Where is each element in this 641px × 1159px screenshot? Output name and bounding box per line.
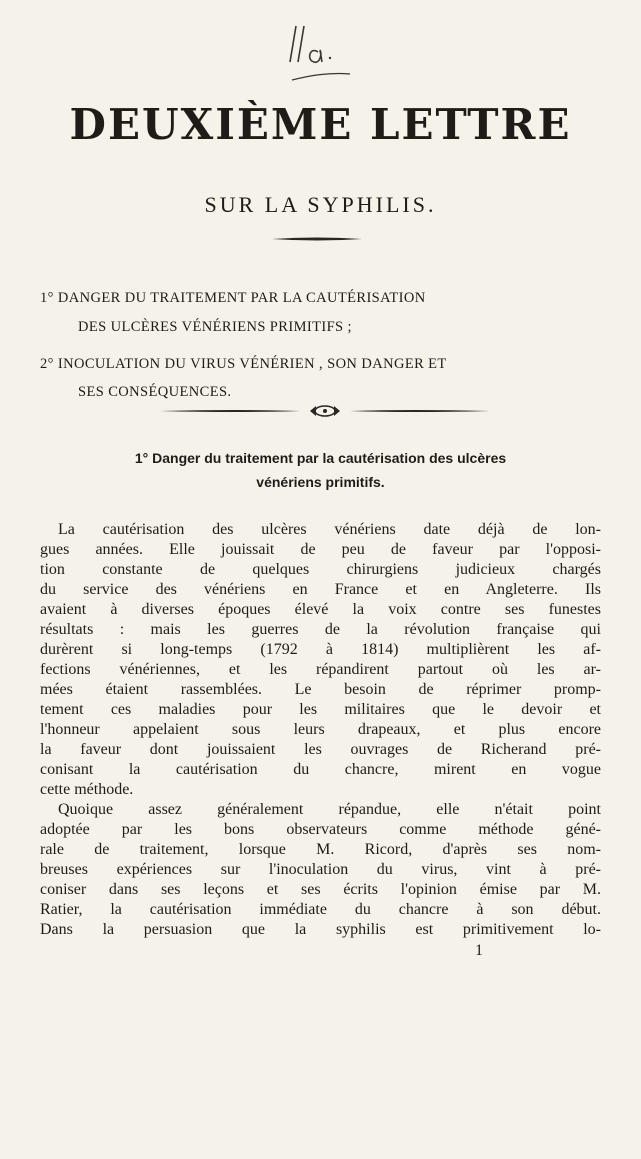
paragraph-1-line: du service des vénériens en France et en Angleterre. Ils — [40, 581, 601, 598]
handwritten-annotation-mark — [278, 22, 368, 82]
paragraph-1-line: résultats : mais les guerres de la révolution française qui — [40, 621, 601, 638]
handwritten-annotation — [278, 22, 368, 82]
short-rule-divider — [270, 236, 364, 242]
paragraph-1-line: tion constante de quelques chirurgiens judicieux chargés — [40, 561, 601, 578]
topic-1-line-2: DES ULCÈRES VÉNÉRIENS PRIMITIFS ; — [78, 319, 352, 335]
paragraph-1-line: conisant la cautérisation du chancre, mirent en vogue — [40, 761, 601, 778]
paragraph-1-line: tement ces maladies pour les militaires que le devoir et — [40, 701, 601, 718]
paragraph-1-line: durèrent si long-temps (1792 à 1814) multiplièrent les af- — [40, 641, 601, 658]
paragraph-1-line: avaient à diverses époques élevé la voix contre ses funestes — [40, 601, 601, 618]
paragraph-1-line: cette méthode. — [40, 781, 134, 798]
topic-1-line-1: 1° DANGER DU TRAITEMENT PAR LA CAUTÉRISATION — [40, 290, 426, 306]
subtitle: SUR LA SYPHILIS. — [204, 192, 437, 217]
topic-2-line-2: SES CONSÉQUENCES. — [78, 384, 232, 400]
topic-2-line-1: 2° INOCULATION DU VIRUS VÉNÉRIEN , SON DANGER ET — [40, 356, 447, 372]
paragraph-1-line: l'honneur appelaient sous leurs drapeaux, et plus encore — [40, 721, 601, 738]
paragraph-2-line: rale de traitement, lorsque M. Ricord, d'après ses nom- — [40, 841, 601, 858]
paragraph-1-line: La cautérisation des ulcères vénériens date déjà de lon- — [58, 521, 601, 538]
paragraph-1-line: fections vénériennes, et les répandirent partout où les ar- — [40, 661, 601, 678]
section-heading-line-2: vénériens primitifs. — [256, 474, 385, 490]
ornamental-divider — [160, 404, 490, 418]
paragraph-2-line: coniser dans ses leçons et ses écrits l'opinion émise par M. — [40, 881, 601, 898]
section-heading-line-1: 1° Danger du traitement par la cautérisation des ulcères — [134, 450, 507, 466]
paragraph-2-line: Quoique assez généralement répandue, elle n'était point — [58, 801, 601, 818]
page-number: 1 — [475, 942, 483, 959]
paragraph-1-line: la faveur dont jouissaient les ouvrages de Richerand pré- — [40, 741, 601, 758]
main-title: DEUXIÈME LETTRE — [69, 100, 572, 149]
paragraph-2-line: adoptée par les bons observateurs comme méthode géné- — [40, 821, 601, 838]
paragraph-2-line: Ratier, la cautérisation immédiate du chancre à son début. — [40, 901, 601, 918]
paragraph-1-line: mées étaient rassemblées. Le besoin de réprimer promp- — [40, 681, 601, 698]
paragraph-2-line: Dans la persuasion que la syphilis est primitivement lo- — [40, 921, 601, 938]
paragraph-2-line: breuses expériences sur l'inoculation du virus, vint à pré- — [40, 861, 601, 878]
paragraph-1-line: gues années. Elle jouissait de peu de faveur par l'opposi- — [40, 541, 601, 558]
